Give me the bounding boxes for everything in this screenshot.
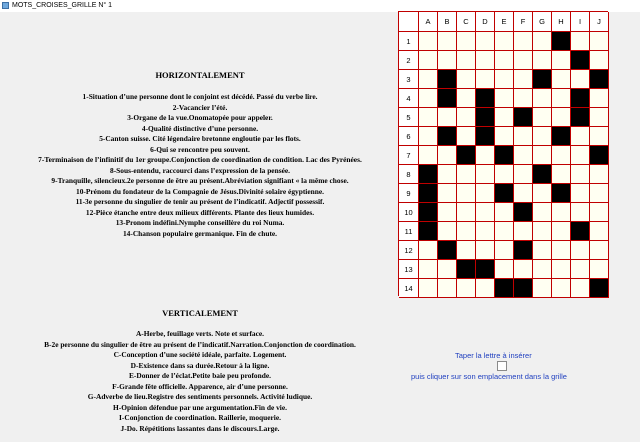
grid-cell[interactable] (533, 108, 552, 127)
grid-cell[interactable] (495, 165, 514, 184)
grid-cell[interactable] (514, 127, 533, 146)
grid-cell-black (533, 165, 552, 184)
grid-cell-black (419, 165, 438, 184)
grid-cell-black (495, 146, 514, 165)
grid-cell[interactable] (533, 146, 552, 165)
grid-cell[interactable] (457, 165, 476, 184)
grid-cell[interactable] (438, 108, 457, 127)
grid-cell[interactable] (476, 165, 495, 184)
grid-cell[interactable] (571, 203, 590, 222)
grid-cell[interactable] (533, 32, 552, 51)
grid-cell[interactable] (514, 165, 533, 184)
row-header: 12 (399, 241, 419, 260)
vertical-clue: E-Donner de l’éclat.Petite baie peu profonde. (129, 371, 271, 380)
grid-cell[interactable] (457, 279, 476, 298)
column-header: D (476, 12, 495, 32)
grid-cell[interactable] (590, 108, 609, 127)
vertical-clue: J-Do. Répétitions lassantes dans le discours.Large. (120, 423, 280, 433)
grid-cell-black (457, 260, 476, 279)
grid-cell[interactable] (533, 260, 552, 279)
horizontal-clue: 5-Canton suisse. Cité légendaire bretonne engloutie par les flots. (99, 134, 301, 143)
grid-cell-black (438, 127, 457, 146)
column-header: I (571, 12, 590, 32)
row-header: 2 (399, 51, 419, 70)
grid-cell[interactable] (476, 241, 495, 260)
grid-cell[interactable] (495, 127, 514, 146)
grid-cell[interactable] (438, 260, 457, 279)
grid-cell[interactable] (590, 165, 609, 184)
grid-cell[interactable] (476, 279, 495, 298)
grid-cell[interactable] (438, 146, 457, 165)
grid-cell-black (552, 32, 571, 51)
column-header: G (533, 12, 552, 32)
grid-cell[interactable] (419, 70, 438, 89)
grid-cell[interactable] (590, 51, 609, 70)
vertical-clue: H-Opinion défendue par une argumentation.Fin de vie. (113, 402, 287, 412)
grid-cell[interactable] (495, 260, 514, 279)
grid-cell[interactable] (476, 203, 495, 222)
vertical-clue: F-Grande fête officielle. Apparence, air d’une personne. (112, 381, 288, 391)
grid-cell[interactable] (419, 146, 438, 165)
grid-cell-black (514, 241, 533, 260)
grid-cell[interactable] (495, 108, 514, 127)
vertical-clue: B-2e personne du singulier de être au présent de l’indicatif.Narration.Conjonction de coordination. (44, 339, 356, 349)
grid-cell[interactable] (571, 127, 590, 146)
grid-cell[interactable] (438, 222, 457, 241)
grid-cell[interactable] (590, 203, 609, 222)
grid-cell-black (476, 108, 495, 127)
horizontal-clue: 4-Qualité distinctive d’une personne. (141, 123, 259, 133)
grid-cell[interactable] (571, 70, 590, 89)
grid-cell[interactable] (476, 184, 495, 203)
grid-cell[interactable] (457, 89, 476, 108)
grid-cell[interactable] (552, 51, 571, 70)
grid-cell[interactable] (476, 146, 495, 165)
crossword-grid (398, 11, 608, 296)
grid-cell-black (476, 89, 495, 108)
grid-cell-black (571, 89, 590, 108)
grid-cell-black (571, 222, 590, 241)
grid-cell[interactable] (476, 51, 495, 70)
row-header: 5 (399, 108, 419, 127)
grid-cell[interactable] (457, 127, 476, 146)
grid-cell[interactable] (514, 51, 533, 70)
vertical-clue: C-Conception d’une société idéale, parfaite. Logement. (113, 350, 287, 359)
row-header: 6 (399, 127, 419, 146)
grid-cell-black (514, 108, 533, 127)
horizontal-clue: 8-Sous-entendu, raccourci dans l’expression de la pensée. (110, 165, 290, 175)
grid-cell-black (552, 184, 571, 203)
grid-cell-black (590, 279, 609, 298)
grid-cell-black (590, 70, 609, 89)
vertical-clue: A-Herbe, feuillage verts. Note et surface. (135, 329, 265, 338)
grid-cell[interactable] (419, 51, 438, 70)
horizontal-clue: 14-Chanson populaire germanique. Fin de chute. (122, 228, 278, 238)
column-header: A (419, 12, 438, 32)
horizontal-clue: 10-Prénom du fondateur de la Compagnie de Jésus.Divinité solaire égyptienne. (76, 186, 324, 196)
grid-cell[interactable] (495, 241, 514, 260)
grid-cell[interactable] (438, 184, 457, 203)
grid-cell[interactable] (552, 203, 571, 222)
grid-cell[interactable] (419, 32, 438, 51)
grid-cell[interactable] (495, 32, 514, 51)
grid-cell[interactable] (552, 241, 571, 260)
grid-cell-black (457, 146, 476, 165)
vertical-clue: I-Conjonction de coordination. Raillerie, moquerie. (119, 413, 281, 422)
grid-cell[interactable] (438, 165, 457, 184)
grid-cell[interactable] (419, 260, 438, 279)
grid-cell[interactable] (457, 70, 476, 89)
grid-cell[interactable] (552, 70, 571, 89)
vertical-clue: D-Existence dans sa durée.Retour à la ligne. (130, 360, 270, 370)
grid-cell-black (476, 260, 495, 279)
grid-cell-black (419, 184, 438, 203)
grid-cell[interactable] (590, 184, 609, 203)
grid-cell-black (571, 51, 590, 70)
grid-cell[interactable] (533, 241, 552, 260)
grid-cell[interactable] (571, 279, 590, 298)
grid-cell-black (419, 222, 438, 241)
column-header: E (495, 12, 514, 32)
row-header: 1 (399, 32, 419, 51)
grid-cell[interactable] (533, 222, 552, 241)
grid-cell[interactable] (533, 184, 552, 203)
horizontal-clue: 11-3e personne du singulier de tenir au présent de l’indicatif. Adjectif possessif. (75, 197, 325, 206)
grid-cell[interactable] (514, 146, 533, 165)
grid-cell[interactable] (514, 184, 533, 203)
grid-cell[interactable] (571, 146, 590, 165)
grid-cell[interactable] (476, 222, 495, 241)
grid-cell-black (476, 127, 495, 146)
grid-cell[interactable] (590, 222, 609, 241)
grid-cell-black (590, 146, 609, 165)
grid-cell[interactable] (514, 70, 533, 89)
grid-cell-black (438, 89, 457, 108)
grid-cell-black (514, 203, 533, 222)
grid-cell[interactable] (571, 260, 590, 279)
horizontal-heading: HORIZONTALEMENT (155, 70, 245, 80)
grid-cell[interactable] (438, 51, 457, 70)
vertical-clues (0, 329, 400, 434)
grid-cell[interactable] (457, 32, 476, 51)
column-header: J (590, 12, 609, 32)
row-header: 7 (399, 146, 419, 165)
grid-cell[interactable] (495, 70, 514, 89)
horizontal-clue: 2-Vacancier l’été. (172, 102, 228, 112)
grid-cell[interactable] (457, 51, 476, 70)
grid-cell-black (495, 184, 514, 203)
grid-cell[interactable] (514, 222, 533, 241)
grid-cell[interactable] (419, 127, 438, 146)
grid-cell[interactable] (419, 279, 438, 298)
instruction-type-letter: Taper la lettre à insérer (455, 351, 532, 360)
grid-cell[interactable] (552, 108, 571, 127)
grid-cell[interactable] (552, 260, 571, 279)
grid-cell[interactable] (552, 222, 571, 241)
column-header: H (552, 12, 571, 32)
horizontal-clues (0, 92, 400, 239)
horizontal-clue: 13-Pronom indéfini.Nymphe conseillère du roi Numa. (115, 218, 285, 227)
grid-cell[interactable] (590, 32, 609, 51)
grid-cell[interactable] (571, 32, 590, 51)
grid-corner (399, 12, 419, 32)
grid-cell[interactable] (552, 146, 571, 165)
grid-cell[interactable] (533, 127, 552, 146)
grid-cell[interactable] (457, 241, 476, 260)
window-title: MOTS_CROISES_GRILLE N° 1 (12, 2, 113, 9)
grid-cell[interactable] (419, 89, 438, 108)
row-header: 10 (399, 203, 419, 222)
horizontal-clue: 7-Terminaison de l’infinitif du 1er groupe.Conjonction de coordination de condition. Lac des Pyrénées. (38, 155, 362, 164)
grid-cell[interactable] (495, 51, 514, 70)
grid-cell-black (438, 241, 457, 260)
grid-cell[interactable] (552, 89, 571, 108)
grid-cell[interactable] (571, 165, 590, 184)
grid-cell[interactable] (476, 70, 495, 89)
grid-cell[interactable] (438, 279, 457, 298)
grid-cell[interactable] (552, 165, 571, 184)
column-header: C (457, 12, 476, 32)
grid-cell[interactable] (533, 279, 552, 298)
grid-cell-black (552, 127, 571, 146)
row-header: 4 (399, 89, 419, 108)
grid-cell[interactable] (514, 260, 533, 279)
horizontal-clue: 1-Situation d’une personne dont le conjoint est décédé. Passé du verbe lire. (82, 92, 318, 101)
grid-cell[interactable] (533, 51, 552, 70)
grid-cell[interactable] (590, 127, 609, 146)
row-header: 9 (399, 184, 419, 203)
grid-cell-black (571, 108, 590, 127)
grid-cell[interactable] (533, 89, 552, 108)
horizontal-clue: 12-Pièce étanche entre deux milieux différents. Plante des lieux humides. (85, 207, 315, 217)
grid-cell[interactable] (495, 222, 514, 241)
grid-cell[interactable] (457, 222, 476, 241)
grid-cell[interactable] (571, 241, 590, 260)
horizontal-clue: 6-Qui se rencontre peu souvent. (150, 144, 250, 154)
grid-cell[interactable] (552, 279, 571, 298)
horizontal-clue: 3-Organe de la vue.Onomatopée pour appeler. (127, 113, 273, 122)
column-header: F (514, 12, 533, 32)
grid-cell[interactable] (419, 108, 438, 127)
grid-cell[interactable] (495, 203, 514, 222)
row-header: 13 (399, 260, 419, 279)
grid-cell[interactable] (590, 260, 609, 279)
column-header: B (438, 12, 457, 32)
grid-cell[interactable] (533, 203, 552, 222)
grid-cell-black (514, 279, 533, 298)
instruction-click-cell: puis cliquer sur son emplacement dans la grille (411, 372, 567, 381)
grid-cell[interactable] (438, 32, 457, 51)
grid-cell-black (495, 279, 514, 298)
grid-cell-black (419, 203, 438, 222)
grid-cell[interactable] (457, 108, 476, 127)
row-header: 8 (399, 165, 419, 184)
grid-cell[interactable] (514, 32, 533, 51)
grid-cell[interactable] (457, 203, 476, 222)
app-icon (2, 2, 9, 9)
vertical-clue: G-Adverbe de lieu.Registre des sentiments personnels. Activité ludique. (87, 392, 313, 401)
grid-cell[interactable] (495, 89, 514, 108)
letter-input[interactable] (497, 361, 507, 371)
grid-cell[interactable] (419, 241, 438, 260)
row-header: 3 (399, 70, 419, 89)
grid-cell[interactable] (590, 89, 609, 108)
grid-cell[interactable] (514, 89, 533, 108)
grid-cell[interactable] (590, 241, 609, 260)
grid-cell[interactable] (438, 203, 457, 222)
vertical-heading: VERTICALEMENT (162, 308, 238, 318)
grid-cell[interactable] (457, 184, 476, 203)
grid-cell[interactable] (571, 184, 590, 203)
grid-cell[interactable] (476, 32, 495, 51)
grid-cell-black (533, 70, 552, 89)
row-header: 11 (399, 222, 419, 241)
horizontal-clue: 9-Tranquille, silencieux.2e personne de être au présent.Abréviation signifiant « la même chose. (51, 176, 349, 185)
row-header: 14 (399, 279, 419, 298)
grid-cell-black (438, 70, 457, 89)
